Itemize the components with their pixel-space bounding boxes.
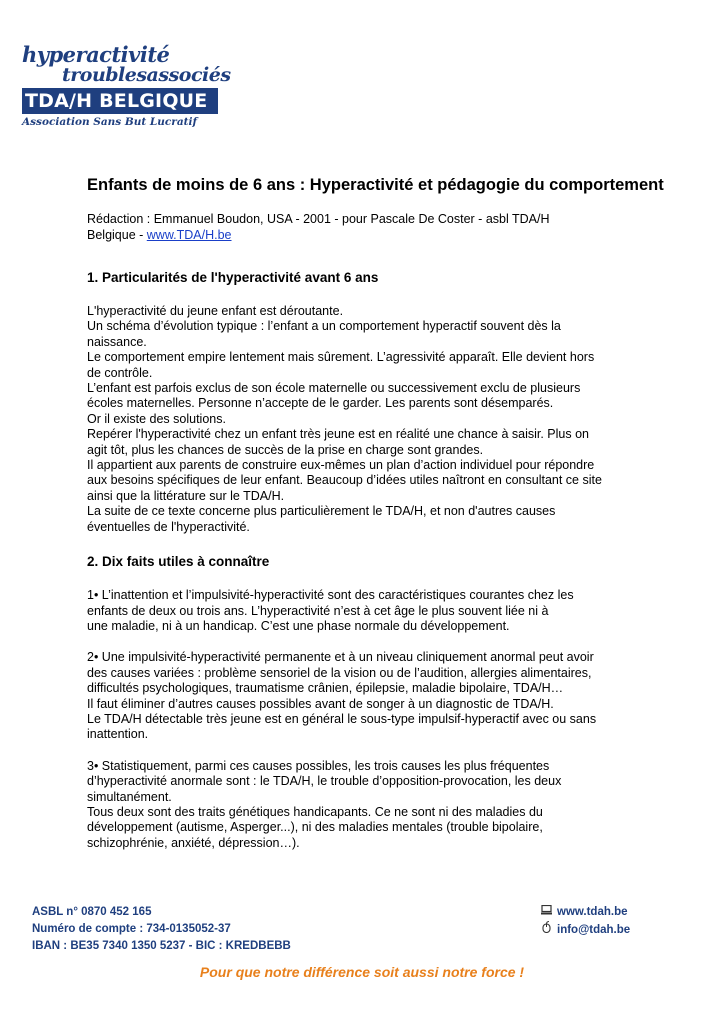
fact-1 — [87, 588, 687, 634]
text-line: écoles maternelles. Personne n’accepte de le garder. Les parents sont désemparés. — [87, 396, 554, 411]
logo-bar: TDA/H BELGIQUE — [22, 88, 218, 114]
fact-2 — [87, 650, 687, 742]
text-line: naissance. — [87, 334, 147, 349]
logo-line-2: troublesassociés — [62, 64, 231, 86]
text-line: Tous deux sont des traits génétiques handicapants. Ce ne sont ni des maladies du — [87, 804, 543, 819]
text-line: Le TDA/H détectable très jeune est en général le sous-type impulsif-hyperactif avec ou sans — [87, 711, 597, 726]
text-line: agit tôt, plus les chances de succès de la prise en charge sont grandes. — [87, 442, 484, 457]
footer-email[interactable] — [541, 921, 630, 939]
text-line: de contrôle. — [87, 365, 153, 380]
credit-line-1: Rédaction : Emmanuel Boudon, USA - 2001 - pour Pascale De Coster - asbl TDA/H — [87, 212, 550, 226]
fact-3 — [87, 759, 687, 851]
text-line: Le comportement empire lentement mais sûrement. L’agressivité apparaît. Elle devient hors — [87, 350, 595, 365]
section-1-text — [87, 304, 687, 535]
text-line: schizophrénie, anxiété, dépression…). — [87, 835, 300, 850]
footer-web[interactable] — [541, 904, 630, 921]
text-line: enfants de deux ou trois ans. L’hyperactivité n’est à cet âge le plus souvent liée ni à — [87, 603, 549, 618]
text-line: aux besoins spécifiques de leur enfant. Beaucoup d’idées utiles naîtront en consultant ce site — [87, 473, 602, 488]
text-line: Un schéma d’évolution typique : l’enfant a un comportement hyperactif souvent dès la — [87, 319, 561, 334]
slogan: Pour que notre différence soit aussi notre force ! — [199, 964, 525, 980]
logo — [22, 42, 231, 128]
footer-legal — [32, 904, 291, 955]
text-line: Or il existe des solutions. — [87, 411, 226, 426]
website-link[interactable]: www.TDA/H.be — [146, 228, 232, 242]
text-line: Il appartient aux parents de construire eux-mêmes un plan d’action individuel pour répondre — [87, 458, 595, 473]
text-line: Il faut éliminer d’autres causes possibles avant de songer à un diagnostic de TDA/H. — [87, 696, 554, 711]
asbl-number: ASBL n° 0870 452 165 — [32, 906, 152, 918]
text-line: simultanément. — [87, 789, 172, 804]
section-1-heading: 1. Particularités de l'hyperactivité avant 6 ans — [87, 270, 379, 285]
text-line: des causes variées : problème sensoriel de la vision ou de l’audition, allergies alimentaires, — [87, 665, 592, 680]
web-link[interactable]: www.tdah.be — [557, 906, 628, 918]
text-line: développement (autisme, Asperger...), ni des maladies mentales (trouble bipolaire, — [87, 820, 543, 835]
text-line: difficultés psychologiques, traumatisme crânien, épilepsie, maladie bipolaire, TDA/H… — [87, 681, 564, 696]
account-number: Numéro de compte : 734-0135052-37 — [32, 923, 231, 935]
mouse-icon — [541, 921, 557, 939]
text-line: La suite de ce texte concerne plus particulièrement le TDA/H, et non d'autres causes — [87, 504, 556, 519]
text-line: ainsi que la littérature sur le TDA/H. — [87, 488, 285, 503]
logo-tagline: Association Sans But Lucratif — [22, 116, 197, 128]
email-link[interactable]: info@tdah.be — [557, 924, 631, 936]
text-line: 3• Statistiquement, parmi ces causes possibles, les trois causes les plus fréquentes — [87, 758, 550, 773]
section-2-heading: 2. Dix faits utiles à connaître — [87, 554, 270, 570]
text-line: 1• L’inattention et l’impulsivité-hyperactivité sont des caractéristiques courantes chez les — [87, 588, 574, 603]
iban: IBAN : BE35 7340 1350 5237 - BIC : KREDBEBB — [32, 940, 291, 952]
logo-line-1: hyperactivité — [22, 42, 170, 67]
page-title: Enfants de moins de 6 ans : Hyperactivité et pédagogie du comportement — [87, 176, 664, 194]
computer-icon — [541, 904, 557, 921]
text-line: une maladie, ni à un handicap. C’est une phase normale du développement. — [87, 618, 510, 633]
credit-prefix: Belgique - — [87, 228, 147, 242]
text-line: 2• Une impulsivité-hyperactivité permanente et à un niveau cliniquement anormal peut avoir — [87, 650, 594, 665]
text-line: L'hyperactivité du jeune enfant est déroutante. — [87, 304, 344, 318]
credit-line — [87, 211, 687, 243]
text-line: L’enfant est parfois exclus de son école maternelle ou successivement exclu de plusieurs — [87, 381, 581, 396]
footer-contact — [541, 904, 630, 939]
document-body — [87, 175, 687, 851]
text-line: d’hyperactivité anormale sont : le TDA/H, le trouble d’opposition-provocation, les deux — [87, 774, 562, 789]
footer — [0, 898, 724, 994]
text-line: Repérer l'hyperactivité chez un enfant très jeune est en réalité une chance à saisir. Plus on — [87, 427, 589, 442]
text-line: éventuelles de l'hyperactivité. — [87, 519, 250, 534]
credit-line-2 — [87, 227, 687, 243]
text-line: inattention. — [87, 727, 149, 742]
